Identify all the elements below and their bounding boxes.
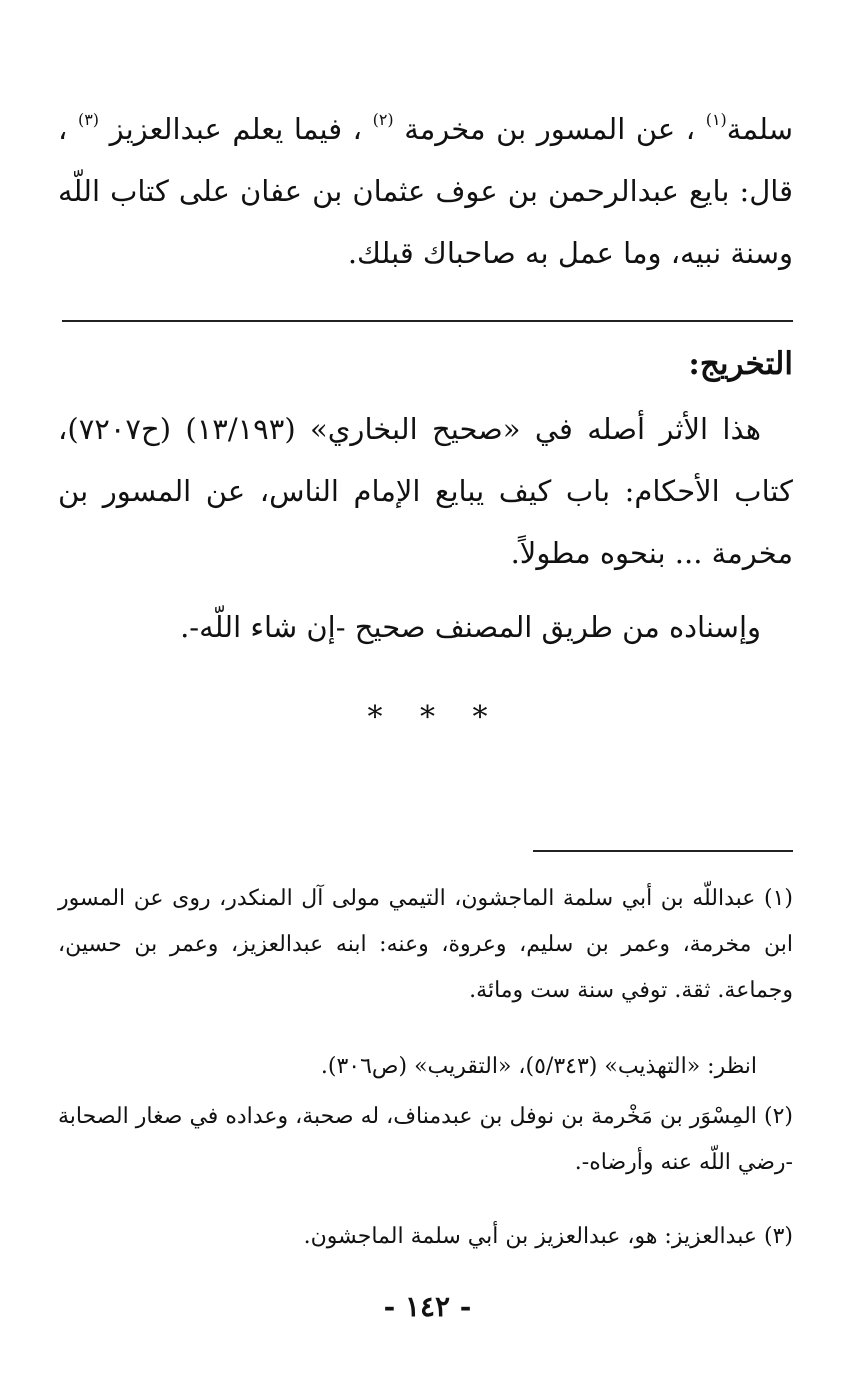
footnote-ref-2[interactable]: (٢) xyxy=(372,110,394,129)
footnote-ref-1[interactable]: (١) xyxy=(705,110,727,129)
main-paragraph xyxy=(58,98,793,284)
takhrij-paragraph: هذا الأثر أصله في «صحيح البخاري» (١٣/١٩٣) (ح٧٢٠٧)، كتاب الأحكام: باب كيف يبايع الإمام الناس، عن المسور بن مخرمة ... بنحوه مطولاً. xyxy=(58,412,793,570)
footnote-text: عبداللّه بن أبي سلمة الماجشون، التيمي مولى آل المنكدر، روى عن المسور ابن مخرمة، وعمر بن سليم، وعروة، وعنه: ابنه عبدالعزيز، وعمر بن حسين، وجماعة. ثقة. توفي سنة ست ومائة. xyxy=(58,886,793,1003)
paragraph-text: ، قال: بايع عبدالرحمن بن عوف عثمان بن عفان على كتاب اللّه وسنة نبيه، وما عمل به صاحباك قبلك. xyxy=(58,112,793,270)
footnote-ref-3[interactable]: (٣) xyxy=(77,110,100,129)
star-icon: * xyxy=(420,700,435,735)
footnote-2 xyxy=(58,1094,793,1186)
section-divider xyxy=(62,320,793,322)
paragraph-text: سلمة xyxy=(726,112,794,146)
isnad-paragraph: وإسناده من طريق المصنف صحيح -إن شاء اللّه-. xyxy=(180,610,761,644)
section-heading: التخريج: xyxy=(688,346,793,382)
star-icon: * xyxy=(367,700,383,735)
footnote-text: المِسْوَر بن مَخْرمة بن نوفل بن عبدمناف، له صحبة، وعداده في صغار الصحابة -رضي اللّه عنه وأرضاه-. xyxy=(58,1104,793,1175)
footnote-1 xyxy=(58,876,793,1014)
paragraph-text: ، فيما يعلم عبدالعزيز xyxy=(99,112,362,146)
footnote-divider xyxy=(533,850,793,852)
star-icon: * xyxy=(472,700,488,735)
footnote-number: (٢) xyxy=(764,1104,794,1129)
footnote-number: (١) xyxy=(763,886,793,911)
paragraph-text: ، عن المسور بن مخرمة xyxy=(393,112,696,146)
footnote-text: عبدالعزيز: هو، عبدالعزيز بن أبي سلمة الماجشون. xyxy=(303,1224,757,1249)
star-separator xyxy=(0,700,855,735)
page-number: - ١٤٢ - xyxy=(383,1290,472,1323)
footnote-3 xyxy=(58,1214,793,1260)
footnote-number: (٣) xyxy=(763,1224,793,1249)
footnote-1-reference: انظر: «التهذيب» (٥/٣٤٣)، «التقريب» (ص٣٠٦). xyxy=(320,1054,757,1079)
